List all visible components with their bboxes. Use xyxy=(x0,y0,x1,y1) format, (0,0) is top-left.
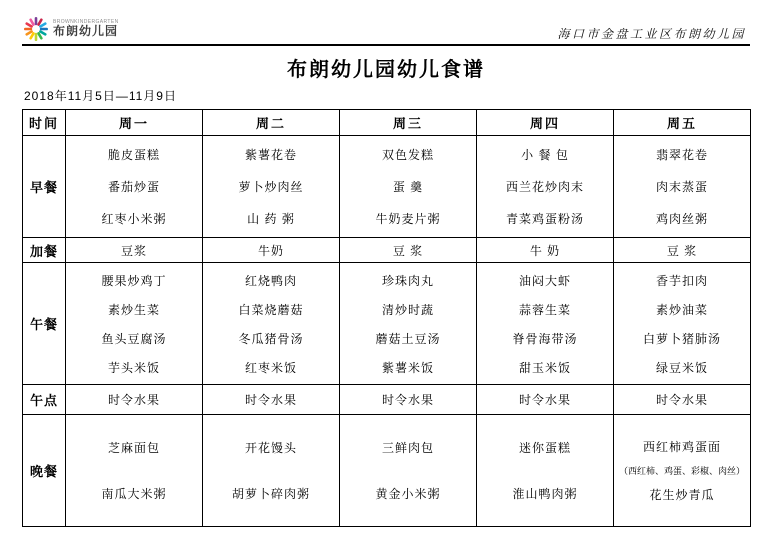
menu-item: 胡萝卜碎肉粥 xyxy=(231,487,310,501)
menu-item: 腰果炒鸡丁 xyxy=(101,273,167,288)
menu-item: 红烧鸭肉 xyxy=(244,273,297,288)
menu-item: 青菜鸡蛋粉汤 xyxy=(505,212,584,226)
menu-item: 甜玉米饭 xyxy=(518,360,571,375)
menu-item: 番茄炒蛋 xyxy=(107,180,160,194)
menu-item: 花生炒青瓜 xyxy=(649,488,715,502)
menu-cell xyxy=(340,136,477,238)
row-label-dinner: 晚餐 xyxy=(23,415,66,527)
row-morning-snack xyxy=(23,238,751,263)
menu-item: 红枣米饭 xyxy=(244,360,297,375)
menu-item: 素炒油菜 xyxy=(655,302,708,317)
row-lunch xyxy=(23,263,751,385)
menu-item: 红枣小米粥 xyxy=(101,212,167,226)
menu-cell xyxy=(66,238,203,263)
menu-item: 开花馒头 xyxy=(244,441,297,455)
menu-cell xyxy=(66,136,203,238)
row-label-lunch: 午餐 xyxy=(23,263,66,385)
menu-cell xyxy=(66,263,203,385)
row-label-morning-snack: 加餐 xyxy=(23,238,66,263)
pinwheel-logo-icon xyxy=(22,15,50,43)
menu-cell xyxy=(203,238,340,263)
menu-cell xyxy=(340,238,477,263)
menu-item: 脆皮蛋糕 xyxy=(107,148,160,162)
menu-cell xyxy=(614,415,751,527)
menu-item: 南瓜大米粥 xyxy=(101,487,167,501)
menu-item: 三鲜肉包 xyxy=(381,441,434,455)
menu-item: 时令水果 xyxy=(244,393,297,407)
page-header xyxy=(22,10,750,46)
menu-item: 时令水果 xyxy=(107,393,160,407)
menu-item: 山 药 粥 xyxy=(247,212,295,226)
menu-item: 肉末蒸蛋 xyxy=(655,180,708,194)
menu-item: 蒜蓉生菜 xyxy=(518,302,571,317)
menu-cell xyxy=(477,238,614,263)
menu-cell xyxy=(614,238,751,263)
menu-item: 翡翠花卷 xyxy=(655,148,708,162)
menu-item: 蘑菇土豆汤 xyxy=(375,331,441,346)
menu-item: 芋头米饭 xyxy=(107,360,160,375)
menu-item: 脊骨海带汤 xyxy=(512,331,578,346)
menu-item: 萝卜炒肉丝 xyxy=(238,180,304,194)
menu-item: 油闷大虾 xyxy=(518,273,571,288)
menu-item: 白菜烧蘑菇 xyxy=(238,302,304,317)
menu-item: 西兰花炒肉末 xyxy=(505,180,584,194)
menu-item: 小 餐 包 xyxy=(521,148,569,162)
column-header-friday: 周五 xyxy=(614,110,751,136)
menu-item: 黄金小米粥 xyxy=(375,487,441,501)
menu-item: 白萝卜猪肺汤 xyxy=(642,331,721,346)
page-title: 布朗幼儿园幼儿食谱 xyxy=(287,59,485,81)
menu-cell xyxy=(66,415,203,527)
menu-item: 鸡肉丝粥 xyxy=(655,212,708,226)
menu-item: 牛 奶 xyxy=(529,243,561,258)
menu-item: 豆 浆 xyxy=(666,243,698,258)
menu-item: 绿豆米饭 xyxy=(655,360,708,375)
weekly-menu-table xyxy=(22,109,751,527)
menu-item-note: （西红柿、鸡蛋、彩椒、肉丝） xyxy=(618,466,745,476)
menu-item: 时令水果 xyxy=(655,393,708,407)
row-afternoon-snack xyxy=(23,385,751,415)
menu-cell xyxy=(477,136,614,238)
menu-item: 素炒生菜 xyxy=(107,302,160,317)
menu-cell xyxy=(66,385,203,415)
menu-item: 蛋 羹 xyxy=(392,180,424,194)
kindergarten-logo xyxy=(22,15,119,43)
menu-item: 牛奶麦片粥 xyxy=(375,212,441,226)
column-header-time: 时间 xyxy=(23,110,66,136)
logo-brand-en: BROWNKINDERGARTEN xyxy=(53,19,119,26)
menu-item: 豆 浆 xyxy=(392,243,424,258)
menu-item: 香芋扣肉 xyxy=(655,273,708,288)
menu-item: 时令水果 xyxy=(381,393,434,407)
column-header-thursday: 周四 xyxy=(477,110,614,136)
row-dinner xyxy=(23,415,751,527)
row-label-breakfast: 早餐 xyxy=(23,136,66,238)
menu-cell xyxy=(203,263,340,385)
menu-item: 双色发糕 xyxy=(381,148,434,162)
menu-item: 紫薯米饭 xyxy=(381,360,434,375)
menu-item: 清炒时蔬 xyxy=(381,302,434,317)
column-header-monday: 周一 xyxy=(66,110,203,136)
menu-cell xyxy=(340,415,477,527)
table-header-row xyxy=(23,110,751,136)
menu-cell xyxy=(477,263,614,385)
menu-cell xyxy=(614,136,751,238)
column-header-wednesday: 周三 xyxy=(340,110,477,136)
menu-cell xyxy=(477,415,614,527)
menu-item: 芝麻面包 xyxy=(107,441,160,455)
menu-cell xyxy=(340,385,477,415)
menu-item: 冬瓜猪骨汤 xyxy=(238,331,304,346)
menu-cell xyxy=(614,263,751,385)
menu-item: 豆浆 xyxy=(120,243,147,258)
menu-item: 鱼头豆腐汤 xyxy=(101,331,167,346)
date-range: 2018年11月5日—11月9日 xyxy=(24,89,177,103)
menu-item: 迷你蛋糕 xyxy=(518,441,571,455)
menu-cell xyxy=(203,136,340,238)
column-header-tuesday: 周二 xyxy=(203,110,340,136)
row-label-afternoon-snack: 午点 xyxy=(23,385,66,415)
logo-text xyxy=(53,20,119,38)
menu-item: 紫薯花卷 xyxy=(244,148,297,162)
menu-cell xyxy=(203,385,340,415)
menu-cell xyxy=(340,263,477,385)
menu-item: 时令水果 xyxy=(518,393,571,407)
menu-item: 西红柿鸡蛋面 xyxy=(642,440,721,454)
menu-item: 牛奶 xyxy=(257,243,284,258)
menu-cell xyxy=(614,385,751,415)
school-name-script: 海口市金盘工业区布朗幼儿园 xyxy=(557,27,746,41)
logo-brand-cn: 布朗幼儿园 xyxy=(53,24,119,39)
menu-cell xyxy=(203,415,340,527)
menu-item: 珍珠肉丸 xyxy=(381,273,434,288)
menu-cell xyxy=(477,385,614,415)
row-breakfast xyxy=(23,136,751,238)
menu-item: 淮山鸭肉粥 xyxy=(512,487,578,501)
